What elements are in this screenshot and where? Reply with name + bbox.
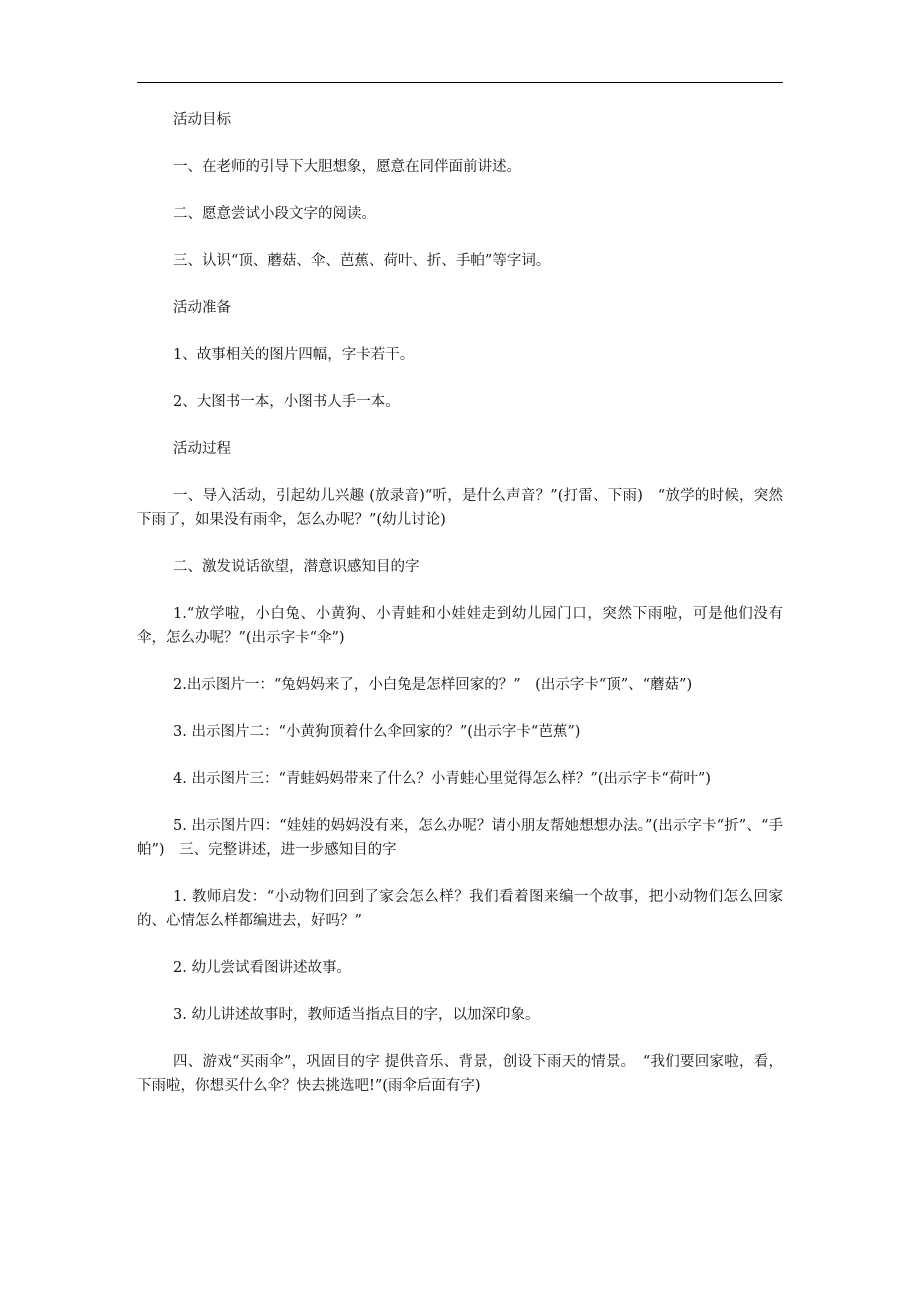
heading-activity-goals: 活动目标 [173, 112, 231, 128]
process-paragraph: 4. 出示图片三：“青蛙妈妈带来了什么？小青蛙心里觉得怎么样？”(出示字卡“荷叶”) [173, 771, 711, 787]
process-paragraph: 5. 出示图片四：“娃娃的妈妈没有来，怎么办呢？请小朋友帮她想想办法。”(出示字卡“折”、“手帕”) 三、完整讲述，进一步感知目的字 [137, 818, 783, 858]
process-paragraph: 四、游戏“买雨伞”，巩固目的字 提供音乐、背景，创设下雨天的情景。 “我们要回家啦，看，下雨啦，你想买什么伞？快去挑选吧!”(雨伞后面有字) [137, 1054, 783, 1094]
heading-activity-process: 活动过程 [173, 441, 231, 457]
process-paragraph: 3. 出示图片二：“小黄狗顶着什么伞回家的？”(出示字卡“芭蕉”) [173, 724, 581, 740]
document-body [137, 108, 783, 1121]
goal-item: 三、认识“顶、蘑菇、伞、芭蕉、荷叶、折、手帕”等字词。 [173, 253, 551, 269]
process-paragraph: 一、导入活动，引起幼儿兴趣 (放录音)“听，是什么声音？”(打雷、下雨) “放学的时候，突然下雨了，如果没有雨伞，怎么办呢？”(幼儿讨论) [137, 488, 783, 528]
heading-activity-preparation: 活动准备 [173, 300, 231, 316]
header-rule [137, 82, 783, 83]
process-paragraph: 1. 教师启发：“小动物们回到了家会怎么样？我们看着图来编一个故事，把小动物们怎么回家的、心情怎么样都编进去，好吗？” [137, 889, 783, 929]
process-paragraph: 2.出示图片一：“兔妈妈来了，小白兔是怎样回家的？” (出示字卡“顶”、“蘑菇”) [173, 677, 693, 693]
process-paragraph: 1.“放学啦，小白兔、小黄狗、小青蛙和小娃娃走到幼儿园门口，突然下雨啦，可是他们没有伞，怎么办呢？”(出示字卡“伞”) [137, 606, 783, 646]
preparation-item: 2、大图书一本，小图书人手一本。 [173, 394, 400, 410]
process-paragraph: 2. 幼儿尝试看图讲述故事。 [173, 960, 351, 976]
goal-item: 一、在老师的引导下大胆想象，愿意在同伴面前讲述。 [173, 159, 521, 175]
goal-item: 二、愿意尝试小段文字的阅读。 [173, 206, 376, 222]
process-paragraph: 二、激发说话欲望，潜意识感知目的字 [173, 559, 420, 575]
preparation-item: 1、故事相关的图片四幅，字卡若干。 [173, 347, 415, 363]
process-paragraph: 3. 幼儿讲述故事时，教师适当指点目的字，以加深印象。 [173, 1007, 540, 1023]
